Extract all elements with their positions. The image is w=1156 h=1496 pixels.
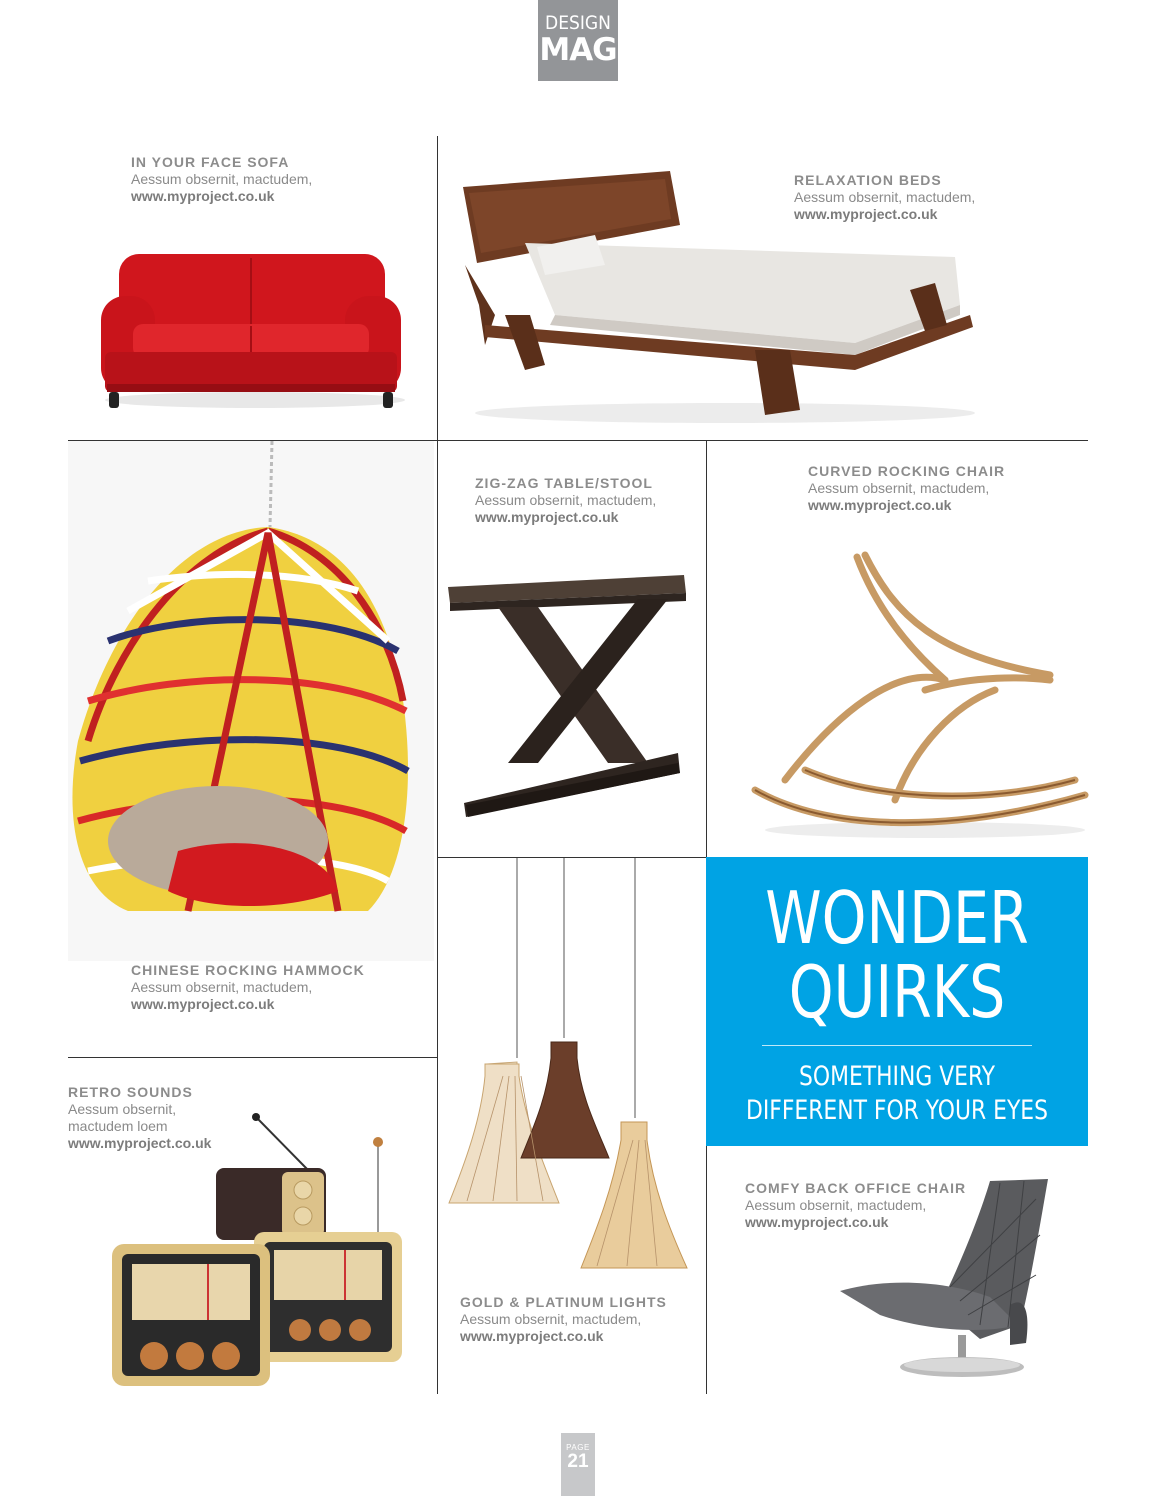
caption-rocker [808, 463, 1005, 514]
sofa-url[interactable]: www.myproject.co.uk [131, 188, 275, 204]
beds-title: RELAXATION BEDS [794, 172, 942, 188]
caption-hammock [131, 962, 365, 1013]
divider-h-left [68, 1057, 437, 1058]
feature-headline [729, 857, 1065, 1034]
rocker-image [745, 545, 1090, 840]
rocker-title: CURVED ROCKING CHAIR [808, 463, 1006, 479]
radio-desc-2: mactudem loem [68, 1118, 168, 1134]
office-chair-image [840, 1175, 1080, 1385]
caption-lights [460, 1294, 667, 1345]
feature-sub-line1: SOMETHING VERY [798, 1061, 995, 1092]
table-image [448, 573, 688, 823]
radio-title: RETRO SOUNDS [68, 1084, 193, 1100]
masthead-design: DESIGN [545, 12, 611, 34]
feature-box [706, 857, 1088, 1146]
feature-head-line2: QUIRKS [788, 950, 1006, 1034]
hammock-title: CHINESE ROCKING HAMMOCK [131, 962, 365, 978]
hammock-desc: Aessum obsernit, mactudem, [131, 979, 313, 995]
page-label: PAGE [566, 1443, 590, 1452]
page-number: 21 [567, 1451, 589, 1472]
sofa-image [95, 240, 415, 420]
feature-sub-line2: DIFFERENT FOR YOUR EYES [745, 1095, 1049, 1126]
table-title: ZIG-ZAG TABLE/STOOL [475, 475, 653, 491]
radio-image [110, 1112, 410, 1392]
hammock-image [68, 441, 434, 961]
table-url[interactable]: www.myproject.co.uk [475, 509, 619, 525]
divider-v-center [437, 136, 438, 1394]
lights-title: GOLD & PLATINUM LIGHTS [460, 1294, 667, 1310]
masthead-logo [538, 0, 618, 81]
caption-beds [794, 172, 975, 223]
sofa-title: IN YOUR FACE SOFA [131, 154, 290, 170]
office-url[interactable]: www.myproject.co.uk [745, 1214, 889, 1230]
lights-desc: Aessum obsernit, mactudem, [460, 1311, 642, 1327]
feature-head-line1: WONDER [765, 876, 1029, 960]
office-desc: Aessum obsernit, mactudem, [745, 1197, 927, 1213]
beds-desc: Aessum obsernit, mactudem, [794, 189, 976, 205]
rocker-url[interactable]: www.myproject.co.uk [808, 497, 952, 513]
beds-url[interactable]: www.myproject.co.uk [794, 206, 938, 222]
office-title: COMFY BACK OFFICE CHAIR [745, 1180, 967, 1196]
masthead-mag: MAG [539, 32, 617, 68]
feature-divider [762, 1045, 1032, 1046]
caption-table [475, 475, 656, 526]
lights-url[interactable]: www.myproject.co.uk [460, 1328, 604, 1344]
radio-desc-1: Aessum obsernit, [68, 1101, 177, 1117]
sofa-desc: Aessum obsernit, mactudem, [131, 171, 313, 187]
rocker-desc: Aessum obsernit, mactudem, [808, 480, 990, 496]
radio-url[interactable]: www.myproject.co.uk [68, 1135, 212, 1151]
feature-subhead [725, 1060, 1069, 1128]
table-desc: Aessum obsernit, mactudem, [475, 492, 657, 508]
hammock-url[interactable]: www.myproject.co.uk [131, 996, 275, 1012]
caption-sofa [131, 154, 312, 205]
lights-image [447, 858, 697, 1278]
page-number-box [561, 1433, 595, 1496]
